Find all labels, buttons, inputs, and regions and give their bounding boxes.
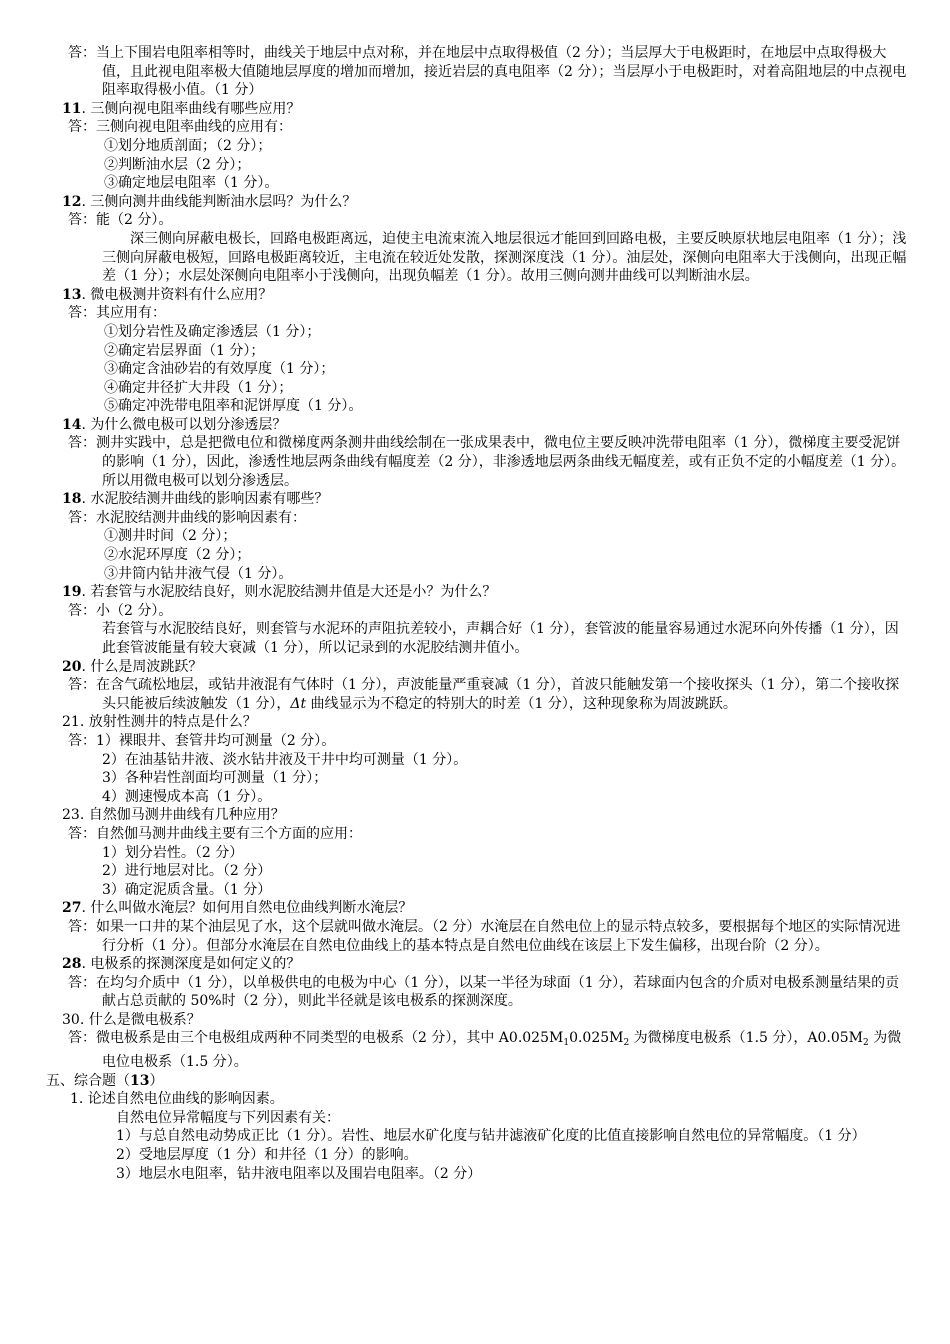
question-number: 19 <box>62 584 82 601</box>
list-item-text: 2）受地层厚度（1 分）和井径（1 分）的影响。 <box>116 1147 418 1164</box>
question: 12. 三侧向测井曲线能判断油水层吗？为什么？ <box>62 193 357 210</box>
list-item-text: 3）各种岩性剖面均可测量（1 分）； <box>102 770 328 787</box>
answer-label: 答： <box>68 974 96 991</box>
list-item <box>46 1146 910 1165</box>
question-text: 放射性测井的特点是什么？ <box>88 714 257 731</box>
list-item-text: ③井筒内钻井液气侵（1 分）。 <box>104 565 293 582</box>
answer-label: 答： <box>68 918 96 935</box>
answer-text: 小（2 分）。 <box>96 602 173 619</box>
question-text: 什么是周波跳跃？ <box>90 658 203 675</box>
list-item <box>46 379 910 398</box>
list-item-text: ③确定含油砂岩的有效厚度（1 分）； <box>104 361 335 378</box>
list-item <box>46 323 910 342</box>
essay-question-text: 1. 论述自然电位曲线的影响因素。 <box>70 1091 284 1108</box>
question-number: 21 <box>62 714 80 731</box>
essay-question <box>46 1090 910 1109</box>
paragraph-text: 若套管与水泥胶结良好，则套管与水泥环的声阻抗差较小，声耦合好（1 分），套管波的能量容易通过水泥环向外传播（1 分），因此套管波能量有较大衰减（1 分），所以记录到的水泥胶结测井值小。 <box>102 621 899 656</box>
answer-label: 答： <box>68 305 96 322</box>
answer-label: 答： <box>68 732 96 749</box>
subscript: 1 <box>563 1038 570 1049</box>
list-item <box>46 751 910 770</box>
answer-text: 曲线显示为不稳定的特别大的时差（1 分），这种现象称为周波跳跃。 <box>306 695 737 712</box>
answer-text: 能（2 分）。 <box>96 212 173 229</box>
answer <box>46 211 910 230</box>
answer-label: 答： <box>68 825 96 842</box>
answer-label: 答： <box>68 45 96 61</box>
list-item <box>46 844 910 863</box>
document-page <box>46 44 910 1183</box>
list-item-text: 3）地层水电阻率，钻井液电阻率以及围岩电阻率。（2 分） <box>116 1165 482 1182</box>
question-text: 为什么微电极可以划分渗透层？ <box>90 416 287 433</box>
question-text: 什么是微电极系？ <box>88 1011 201 1028</box>
question: 27. 什么叫做水淹层？如何用自然电位曲线判断水淹层？ <box>62 900 413 917</box>
question-text: 自然伽马测井曲线有几种应用？ <box>88 807 285 824</box>
question-number: 11 <box>62 100 82 117</box>
question-text: 什么叫做水淹层？如何用自然电位曲线判断水淹层？ <box>90 900 413 917</box>
list-item-text: ①划分地质剖面；（2 分）； <box>104 137 272 154</box>
answer <box>46 304 910 323</box>
question: 14. 为什么微电极可以划分渗透层？ <box>62 416 287 433</box>
list-item-text: 2）进行地层对比。（2 分） <box>102 863 272 880</box>
section-score: 13 <box>130 1072 150 1089</box>
answer <box>46 918 910 955</box>
subscript: 2 <box>863 1038 869 1049</box>
list-item-text: ④确定井径扩大井段（1 分）； <box>104 379 293 396</box>
paragraph <box>46 230 910 286</box>
list-item-text: ⑤确定冲洗带电阻率和泥饼厚度（1 分）。 <box>104 398 363 415</box>
answer <box>46 825 910 844</box>
answer-text: 水泥胶结测井曲线的影响因素有： <box>96 509 306 526</box>
answer <box>46 509 910 528</box>
section-title: 五、综合题（ <box>46 1072 130 1089</box>
answer-text: 其应用有： <box>96 305 166 322</box>
question-number: 28 <box>62 956 82 973</box>
answer-label: 答： <box>68 509 96 526</box>
answer <box>46 1029 910 1071</box>
list-item <box>46 156 910 175</box>
answer-label: 答： <box>68 435 96 452</box>
question: 23. 自然伽马测井曲线有几种应用？ <box>62 807 285 824</box>
paragraph-text: 自然电位异常幅度与下列因素有关： <box>116 1109 340 1126</box>
answer <box>46 732 910 751</box>
answer-text: 三侧向视电阻率曲线的应用有： <box>96 119 292 136</box>
question: 13. 微电极测井资料有什么应用？ <box>62 286 273 303</box>
question-text: 微电极测井资料有什么应用？ <box>90 286 273 303</box>
question: 18. 水泥胶结测井曲线的影响因素有哪些？ <box>62 491 329 508</box>
answer-label: 答： <box>68 677 96 694</box>
question-text: 若套管与水泥胶结良好，则水泥胶结测井值是大还是小？为什么？ <box>90 584 497 601</box>
list-item <box>46 788 910 807</box>
list-item <box>46 360 910 379</box>
question: 21. 放射性测井的特点是什么？ <box>62 714 257 731</box>
list-item <box>46 546 910 565</box>
list-item-text: ③确定地层电阻率（1 分）。 <box>104 175 279 192</box>
delta-t-symbol: Δt <box>290 695 307 712</box>
list-item <box>46 527 910 546</box>
answer-text: 在含气疏松地层，或钻井液混有气体时（1 分），声波能量严重衰减（1 分），首波只能触发第一个接收探头（1 分），第二个接收探头只能被后续波触发（1 分）， <box>96 677 900 712</box>
section-title: ） <box>149 1072 164 1089</box>
answer <box>46 974 910 1011</box>
answer <box>46 44 910 100</box>
question: 11. 三侧向视电阻率曲线有哪些应用？ <box>62 100 301 117</box>
answer-text: 当上下围岩电阻率相等时，曲线关于地层中点对称，并在地层中点取得极值（2 分）；当层厚大于电极距时，在地层中点取得极大值，且此视电阻率极大值随地层厚度的增加而增加，接近岩层的真电阻率（2 分）；当层厚小于电极距时，对着高阻地层的中点视电阻率取得极小值。（1 分） <box>96 45 907 99</box>
subscript: 2 <box>623 1038 630 1049</box>
question-number: 18 <box>62 491 82 508</box>
section-heading <box>46 1072 910 1091</box>
question-number: 30 <box>62 1011 80 1028</box>
question-number: 12 <box>62 193 82 210</box>
question: 30. 什么是微电极系？ <box>62 1011 201 1028</box>
list-item <box>46 881 910 900</box>
answer-text: 自然伽马测井曲线主要有三个方面的应用： <box>96 825 362 842</box>
list-item <box>46 565 910 584</box>
question-number: 27 <box>62 900 82 917</box>
answer-text: 1）裸眼井、套管井均可测量（2 分）。 <box>96 732 336 749</box>
list-item-text: 4）测速慢成本高（1 分）。 <box>102 788 272 805</box>
list-item-text: ①划分岩性及确定渗透层（1 分）； <box>104 323 321 340</box>
question-number: 20 <box>62 658 82 675</box>
question: 28. 电极系的探测深度是如何定义的？ <box>62 956 301 973</box>
answer <box>46 434 910 490</box>
list-item <box>46 174 910 193</box>
list-item <box>46 1165 910 1184</box>
question-text: 三侧向测井曲线能判断油水层吗？为什么？ <box>90 193 357 210</box>
answer-label: 答： <box>68 119 96 136</box>
answer-label: 答： <box>68 602 96 619</box>
list-item-text: 2）在油基钻井液、淡水钻井液及干井中均可测量（1 分）。 <box>102 751 468 768</box>
answer-text: 为微梯度电极系（1.5 分），A0.05M <box>629 1030 864 1047</box>
list-item <box>46 862 910 881</box>
list-item-text: 3）确定泥质含量。（1 分） <box>102 881 272 898</box>
question-text: 三侧向视电阻率曲线有哪些应用？ <box>90 100 301 117</box>
list-item-text: 1）与总自然电动势成正比（1 分）。岩性、地层水矿化度与钻井滤液矿化度的比值直接影响自然电位的异常幅度。（1 分） <box>116 1128 866 1145</box>
question-text: 电极系的探测深度是如何定义的？ <box>90 956 301 973</box>
paragraph <box>46 1109 910 1128</box>
list-item-text: ②判断油水层（2 分）； <box>104 156 251 173</box>
paragraph <box>46 620 910 657</box>
list-item <box>46 342 910 361</box>
question-text: 水泥胶结测井曲线的影响因素有哪些？ <box>90 491 329 508</box>
question-number: 13 <box>62 286 82 303</box>
answer-text: 0.025M <box>569 1030 624 1047</box>
paragraph-text: 深三侧向屏蔽电极长，回路电极距离远，迫使主电流束流入地层很远才能回到回路电极，主要反映原状地层电阻率（1 分）；浅三侧向屏蔽电极短，回路电极距离较近，主电流在较近处发散，探测深度浅（1 分）。油层处，深侧向电阻率大于浅侧向，出现正幅差（1 分）；水层处深侧向电阻率小于浅侧向，出现负幅差（1 分）。故用三侧向测井曲线可以判断油水层。 <box>102 230 907 285</box>
list-item-text: ②水泥环厚度（2 分）； <box>104 547 251 564</box>
answer-label: 答： <box>68 212 96 229</box>
list-item <box>46 137 910 156</box>
answer <box>46 602 910 621</box>
answer <box>46 676 910 713</box>
answer <box>46 118 910 137</box>
question-number: 23 <box>62 807 80 824</box>
list-item <box>46 397 910 416</box>
list-item-text: ①测井时间（2 分）； <box>104 528 237 545</box>
answer-text: 微电极系是由三个电极组成两种不同类型的电极系（2 分），其中 A0.025M <box>96 1030 564 1047</box>
answer-label: 答： <box>68 1030 96 1047</box>
question-number: 14 <box>62 416 82 433</box>
list-item-text: 1）划分岩性。（2 分） <box>102 844 244 861</box>
answer-text: 在均匀介质中（1 分），以单极供电的电极为中心（1 分），以某一半径为球面（1 分），若球面内包含的介质对电极系测量结果的贡献占总贡献的 50%时（2 分），则此半径就是该电极系的探测深度。 <box>96 974 900 1010</box>
answer-text: 测井实践中，总是把微电位和微梯度两条测井曲线绘制在一张成果表中，微电位主要反映冲洗带电阻率（1 分），微梯度主要受泥饼的影响（1 分），因此，渗透性地层两条曲线有幅度差（2 分），非渗透地层两条曲线无幅度差，或有正负不定的小幅度差（1 分）。所以用微电极可以划分渗透层。 <box>96 435 906 489</box>
question: 19. 若套管与水泥胶结良好，则水泥胶结测井值是大还是小？为什么？ <box>62 584 497 601</box>
question: 20. 什么是周波跳跃？ <box>62 658 203 675</box>
list-item-text: ②确定岩层界面（1 分）； <box>104 342 265 359</box>
answer-text: 如果一口井的某个油层见了水，这个层就叫做水淹层。（2 分）水淹层在自然电位上的显示特点较多，要根据每个地区的实际情况进行分析（1 分）。但部分水淹层在自然电位曲线上的基本特点是自然电位曲线在该层上下发生偏移，出现台阶（2 分）。 <box>96 918 901 954</box>
list-item <box>46 1127 910 1146</box>
list-item <box>46 769 910 788</box>
answer-text: 为微电位电极系（1.5 分）。 <box>102 1030 902 1071</box>
